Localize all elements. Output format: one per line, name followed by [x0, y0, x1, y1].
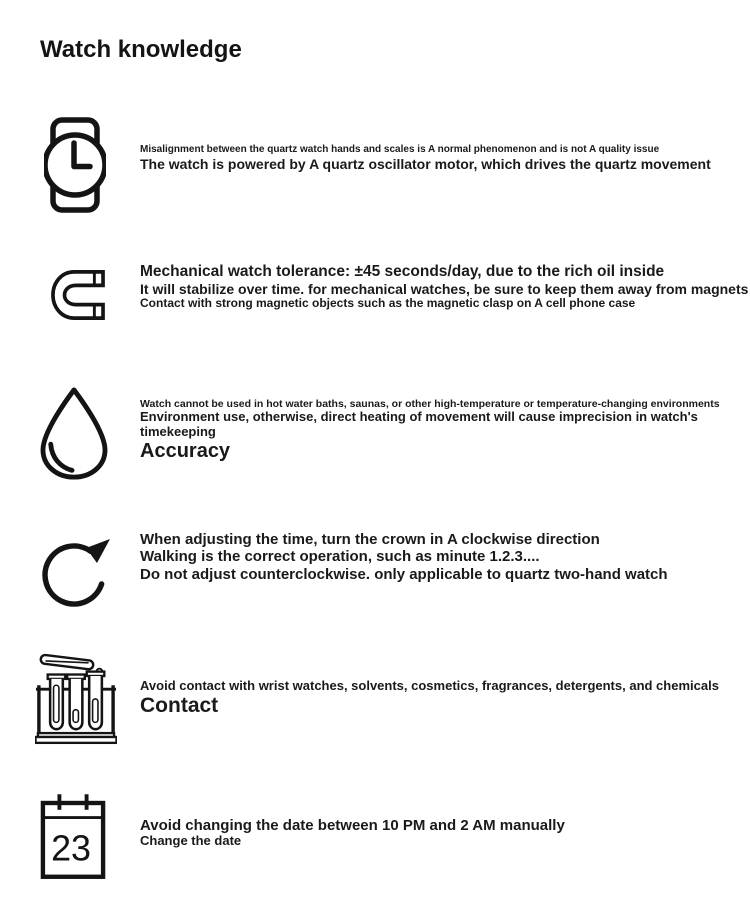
section-text: Mechanical watch tolerance: ±45 seconds/day, due to the rich oil inside — [140, 263, 665, 280]
section-text-column — [140, 788, 750, 887]
magnet-icon — [50, 269, 106, 321]
section-text: Environment use, otherwise, direct heating of movement will cause imprecision in watch's timekeeping — [140, 409, 698, 439]
calendar-day-number: 23 — [51, 827, 92, 869]
section-date-change — [0, 788, 750, 887]
section-note: Avoid contact with wrist watches, solvents, cosmetics, fragrances, detergents, and chemicals — [140, 678, 719, 693]
section-quartz-movement — [0, 113, 750, 218]
section-note: Watch cannot be used in hot water baths, saunas, or other high-temperature or temperature-changing environments — [140, 398, 720, 410]
section-text-column — [140, 384, 750, 486]
section-magnetism — [0, 261, 750, 326]
section-heading: Accuracy — [140, 439, 231, 462]
section-contact — [0, 643, 750, 750]
page-title: Watch knowledge — [40, 36, 242, 63]
section-icon-column — [0, 113, 140, 218]
calendar-icon — [40, 790, 106, 882]
clockwise-arrow-icon — [42, 531, 114, 609]
section-icon-column — [0, 788, 140, 887]
section-note: Contact with strong magnetic objects such as the magnetic clasp on A cell phone case — [140, 295, 636, 310]
section-icon-column — [0, 384, 140, 486]
section-text: Avoid changing the date between 10 PM and 2 AM manually — [140, 817, 565, 834]
section-heading: Contact — [140, 693, 219, 717]
section-text: Walking is the correct operation, such as minute 1.2.3.... — [140, 548, 540, 566]
section-text-column — [140, 261, 750, 326]
section-icon-column — [0, 261, 140, 326]
section-accuracy — [0, 384, 750, 486]
section-note: Misalignment between the quartz watch hands and scales is A normal phenomenon and is not A quality issue — [140, 144, 660, 155]
section-text: Do not adjust counterclockwise. only applicable to quartz two-hand watch — [140, 565, 668, 583]
section-text: When adjusting the time, turn the crown in A clockwise direction — [140, 531, 600, 548]
test-tubes-icon — [35, 647, 117, 745]
section-icon-column — [0, 643, 140, 750]
section-text-column — [140, 526, 750, 614]
section-text: The watch is powered by A quartz oscillator motor, which drives the quartz movement — [140, 155, 711, 172]
section-text: Change the date — [140, 833, 242, 849]
watch-icon — [44, 117, 106, 213]
section-icon-column — [0, 526, 140, 614]
section-text: It will stabilize over time. for mechanical watches, be sure to keep them away from magnets — [140, 280, 749, 297]
section-time-adjustment — [0, 526, 750, 614]
water-drop-icon — [39, 386, 109, 481]
section-text-column — [140, 643, 750, 750]
section-text-column — [140, 113, 750, 218]
